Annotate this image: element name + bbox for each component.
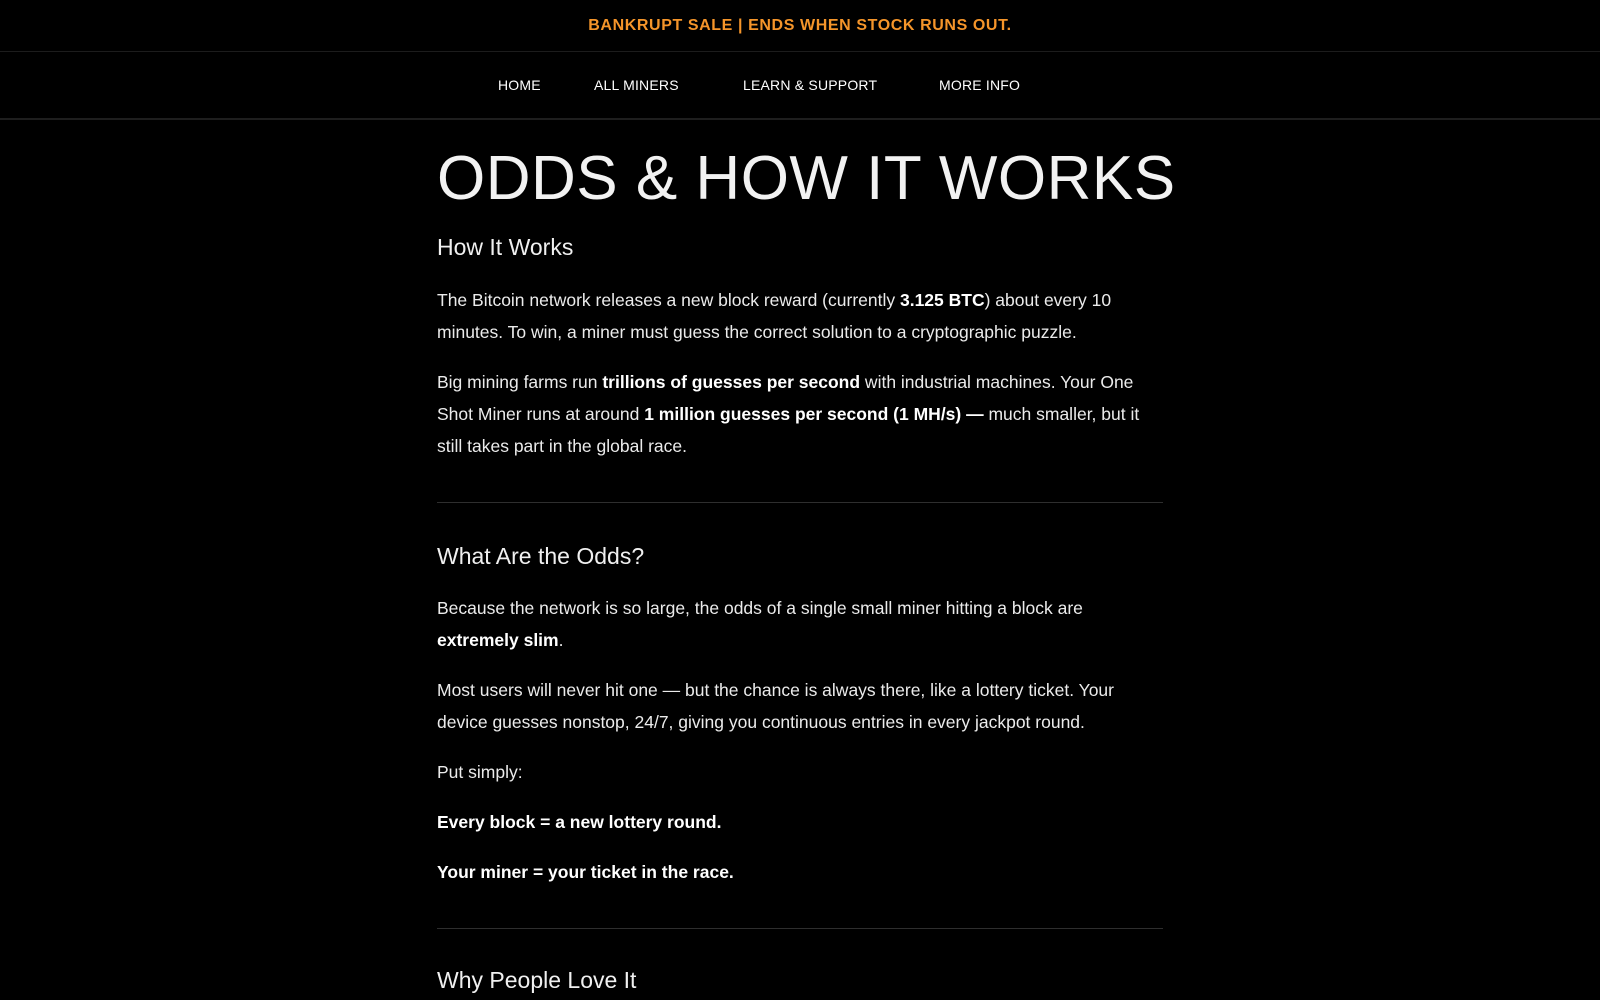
how-it-works-section xyxy=(437,234,1163,462)
how-it-works-paragraph-1 xyxy=(437,284,1163,348)
bold-text: extremely slim xyxy=(437,630,559,651)
text-span: much smaller, but it still takes part in the global race. xyxy=(437,403,1140,456)
text-span: Big mining farms run xyxy=(437,371,603,392)
section-divider xyxy=(437,502,1163,503)
bold-text: Every block = a new lottery round. xyxy=(437,812,722,833)
text-span: . xyxy=(558,630,564,651)
bold-text: 3.125 BTC xyxy=(899,289,985,310)
odds-paragraph-2: Most users will never hit one — but the chance is always there, like a lottery ticket. Your device guesses nonstop, 24/7, giving you continuous entries in every jackpot round. xyxy=(437,680,1114,733)
odds-paragraph-3: Put simply: xyxy=(437,762,523,783)
why-section xyxy=(437,967,1163,995)
announcement-text: BANKRUPT SALE | ENDS WHEN STOCK RUNS OUT. xyxy=(588,16,1012,34)
how-it-works-paragraph-2 xyxy=(437,366,1163,462)
how-it-works-heading: How It Works xyxy=(437,234,574,260)
nav-learn-support[interactable]: LEARN & SUPPORT xyxy=(743,77,878,93)
section-divider xyxy=(437,928,1163,929)
main-nav xyxy=(0,52,1600,120)
odds-paragraph-5 xyxy=(437,856,1163,888)
text-span: with industrial machines. Your One Shot Miner runs at around xyxy=(437,371,1134,424)
nav-all-miners[interactable]: ALL MINERS xyxy=(594,77,679,93)
announcement-bar xyxy=(0,0,1600,52)
odds-heading: What Are the Odds? xyxy=(437,542,645,569)
bold-text: 1 million guesses per second (1 MH/s) — xyxy=(644,403,984,424)
text-span: ) about every 10 minutes. To win, a miner must guess the correct solution to a cryptographic puzzle. xyxy=(437,289,1112,342)
why-heading: Why People Love It xyxy=(437,967,637,994)
nav-home[interactable]: HOME xyxy=(498,77,541,93)
odds-paragraph-4 xyxy=(437,806,1163,838)
nav-more-info[interactable]: MORE INFO xyxy=(939,77,1021,93)
text-span: Because the network is so large, the odds of a single small miner hitting a block are xyxy=(437,598,1083,619)
odds-paragraph-1 xyxy=(437,592,1163,656)
main-content xyxy=(437,120,1176,995)
page-title: ODDS & HOW IT WORKS xyxy=(437,144,1176,213)
odds-section xyxy=(437,543,1163,889)
text-span: The Bitcoin network releases a new block reward (currently xyxy=(437,289,900,310)
bold-text: Your miner = your ticket in the race. xyxy=(437,862,734,883)
bold-text: trillions of guesses per second xyxy=(602,371,861,392)
